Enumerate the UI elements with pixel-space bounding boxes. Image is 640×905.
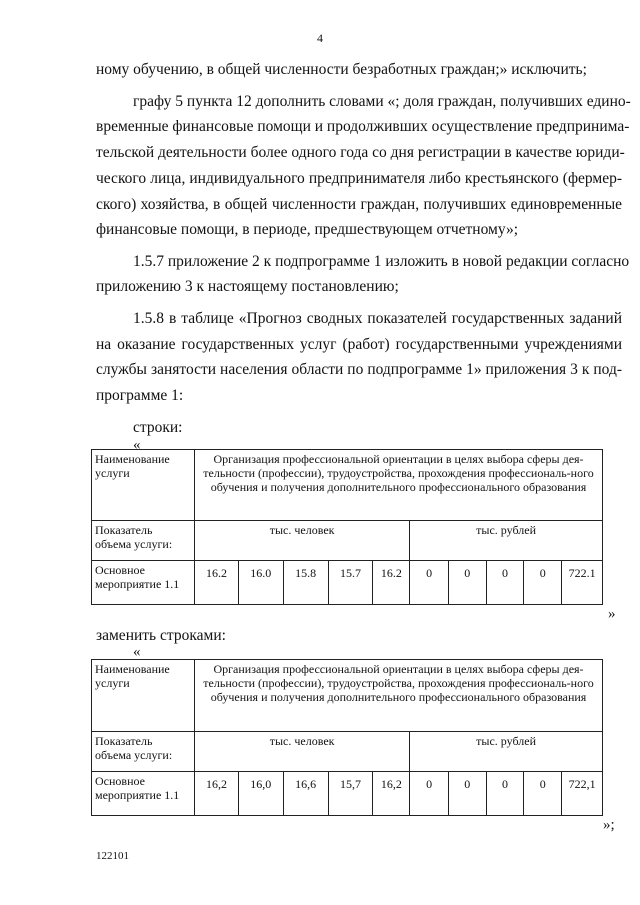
service-label-cell: Наименование услуги [92, 450, 195, 521]
value-cell: 15.8 [283, 561, 328, 605]
value-cell: 722,1 [562, 772, 603, 816]
value-cell: 16,6 [283, 772, 328, 816]
value-cell: 16,2 [373, 772, 410, 816]
service-label-cell: Наименование услуги [92, 660, 195, 732]
paragraph-line: ческого лица, индивидуального предпринимателя либо крестьянского (фермер- [96, 170, 622, 187]
replace-label: заменить строками: [96, 627, 226, 644]
value-cell: 0 [524, 772, 562, 816]
row-label-cell: Основное мероприятие 1.1 [92, 561, 195, 605]
service-text-cell: Организация профессиональной ориентации в целях выбора сферы дея-тельности (профессии), трудоустройства, прохождения профессиональ-ного обучения и получения дополнительного профессионального образования [195, 660, 603, 732]
paragraph-line: финансовые помощи, в периоде, предшествующем отчетному»; [96, 221, 519, 238]
close-quote: » [608, 606, 616, 622]
unit-people-cell: тыс. человек [195, 521, 410, 561]
paragraph-line: 1.5.7 приложение 2 к подпрограмме 1 изложить в новой редакции согласно [133, 253, 630, 270]
value-cell: 0 [410, 561, 449, 605]
paragraph-line: временные финансовые помощи и продолживших осуществление предпринима- [96, 118, 630, 135]
value-cell: 16,0 [238, 772, 283, 816]
close-quote: »; [603, 817, 615, 833]
value-cell: 16.0 [238, 561, 283, 605]
value-cell: 0 [524, 561, 562, 605]
paragraph-line: программе 1: [96, 387, 184, 404]
document-code: 122101 [96, 850, 129, 862]
value-cell: 16.2 [195, 561, 239, 605]
paragraph-line: на оказание государственных услуг (работ) государственными учреждениями [96, 336, 622, 353]
value-cell: 16.2 [373, 561, 410, 605]
value-cell: 15,7 [328, 772, 373, 816]
indicator-label-cell: Показатель объема услуги: [92, 732, 195, 772]
value-cell: 0 [486, 561, 524, 605]
paragraph-line: строки: [133, 419, 183, 436]
value-cell: 722.1 [562, 561, 603, 605]
paragraph-line: 1.5.8 в таблице «Прогноз сводных показателей государственных заданий [133, 310, 622, 327]
paragraph-line: тельской деятельности более одного года со дня регистрации в качестве юриди- [96, 144, 625, 161]
paragraph-line: графу 5 пункта 12 дополнить словами «; доля граждан, получивших едино- [133, 93, 631, 110]
unit-money-cell: тыс. рублей [410, 732, 603, 772]
paragraph-line: службы занятости населения области по подпрограмме 1» приложения 3 к под- [96, 361, 622, 378]
paragraph-line: ному обучению, в общей численности безработных граждан;» исключить; [96, 61, 587, 78]
value-cell: 0 [410, 772, 449, 816]
service-text-cell: Организация профессиональной ориентации в целях выбора сферы дея-тельности (профессии), трудоустройства, прохождения профессиональ-ного обучения и получения дополнительного профессионального образования [195, 450, 603, 521]
table-new [91, 659, 603, 816]
table-old [91, 449, 603, 605]
value-cell: 0 [486, 772, 524, 816]
value-cell: 16,2 [195, 772, 239, 816]
open-quote: « [133, 644, 141, 660]
unit-people-cell: тыс. человек [195, 732, 410, 772]
value-cell: 15.7 [328, 561, 373, 605]
indicator-label-cell: Показатель объема услуги: [92, 521, 195, 561]
page-number: 4 [317, 31, 323, 45]
open-quote: « [133, 437, 141, 453]
paragraph-line: ского) хозяйства, в общей численности граждан, получивших единовременные [96, 196, 622, 213]
unit-money-cell: тыс. рублей [410, 521, 603, 561]
paragraph-line: приложению 3 к настоящему постановлению; [96, 278, 399, 295]
value-cell: 0 [448, 772, 486, 816]
value-cell: 0 [448, 561, 486, 605]
row-label-cell: Основное мероприятие 1.1 [92, 772, 195, 816]
